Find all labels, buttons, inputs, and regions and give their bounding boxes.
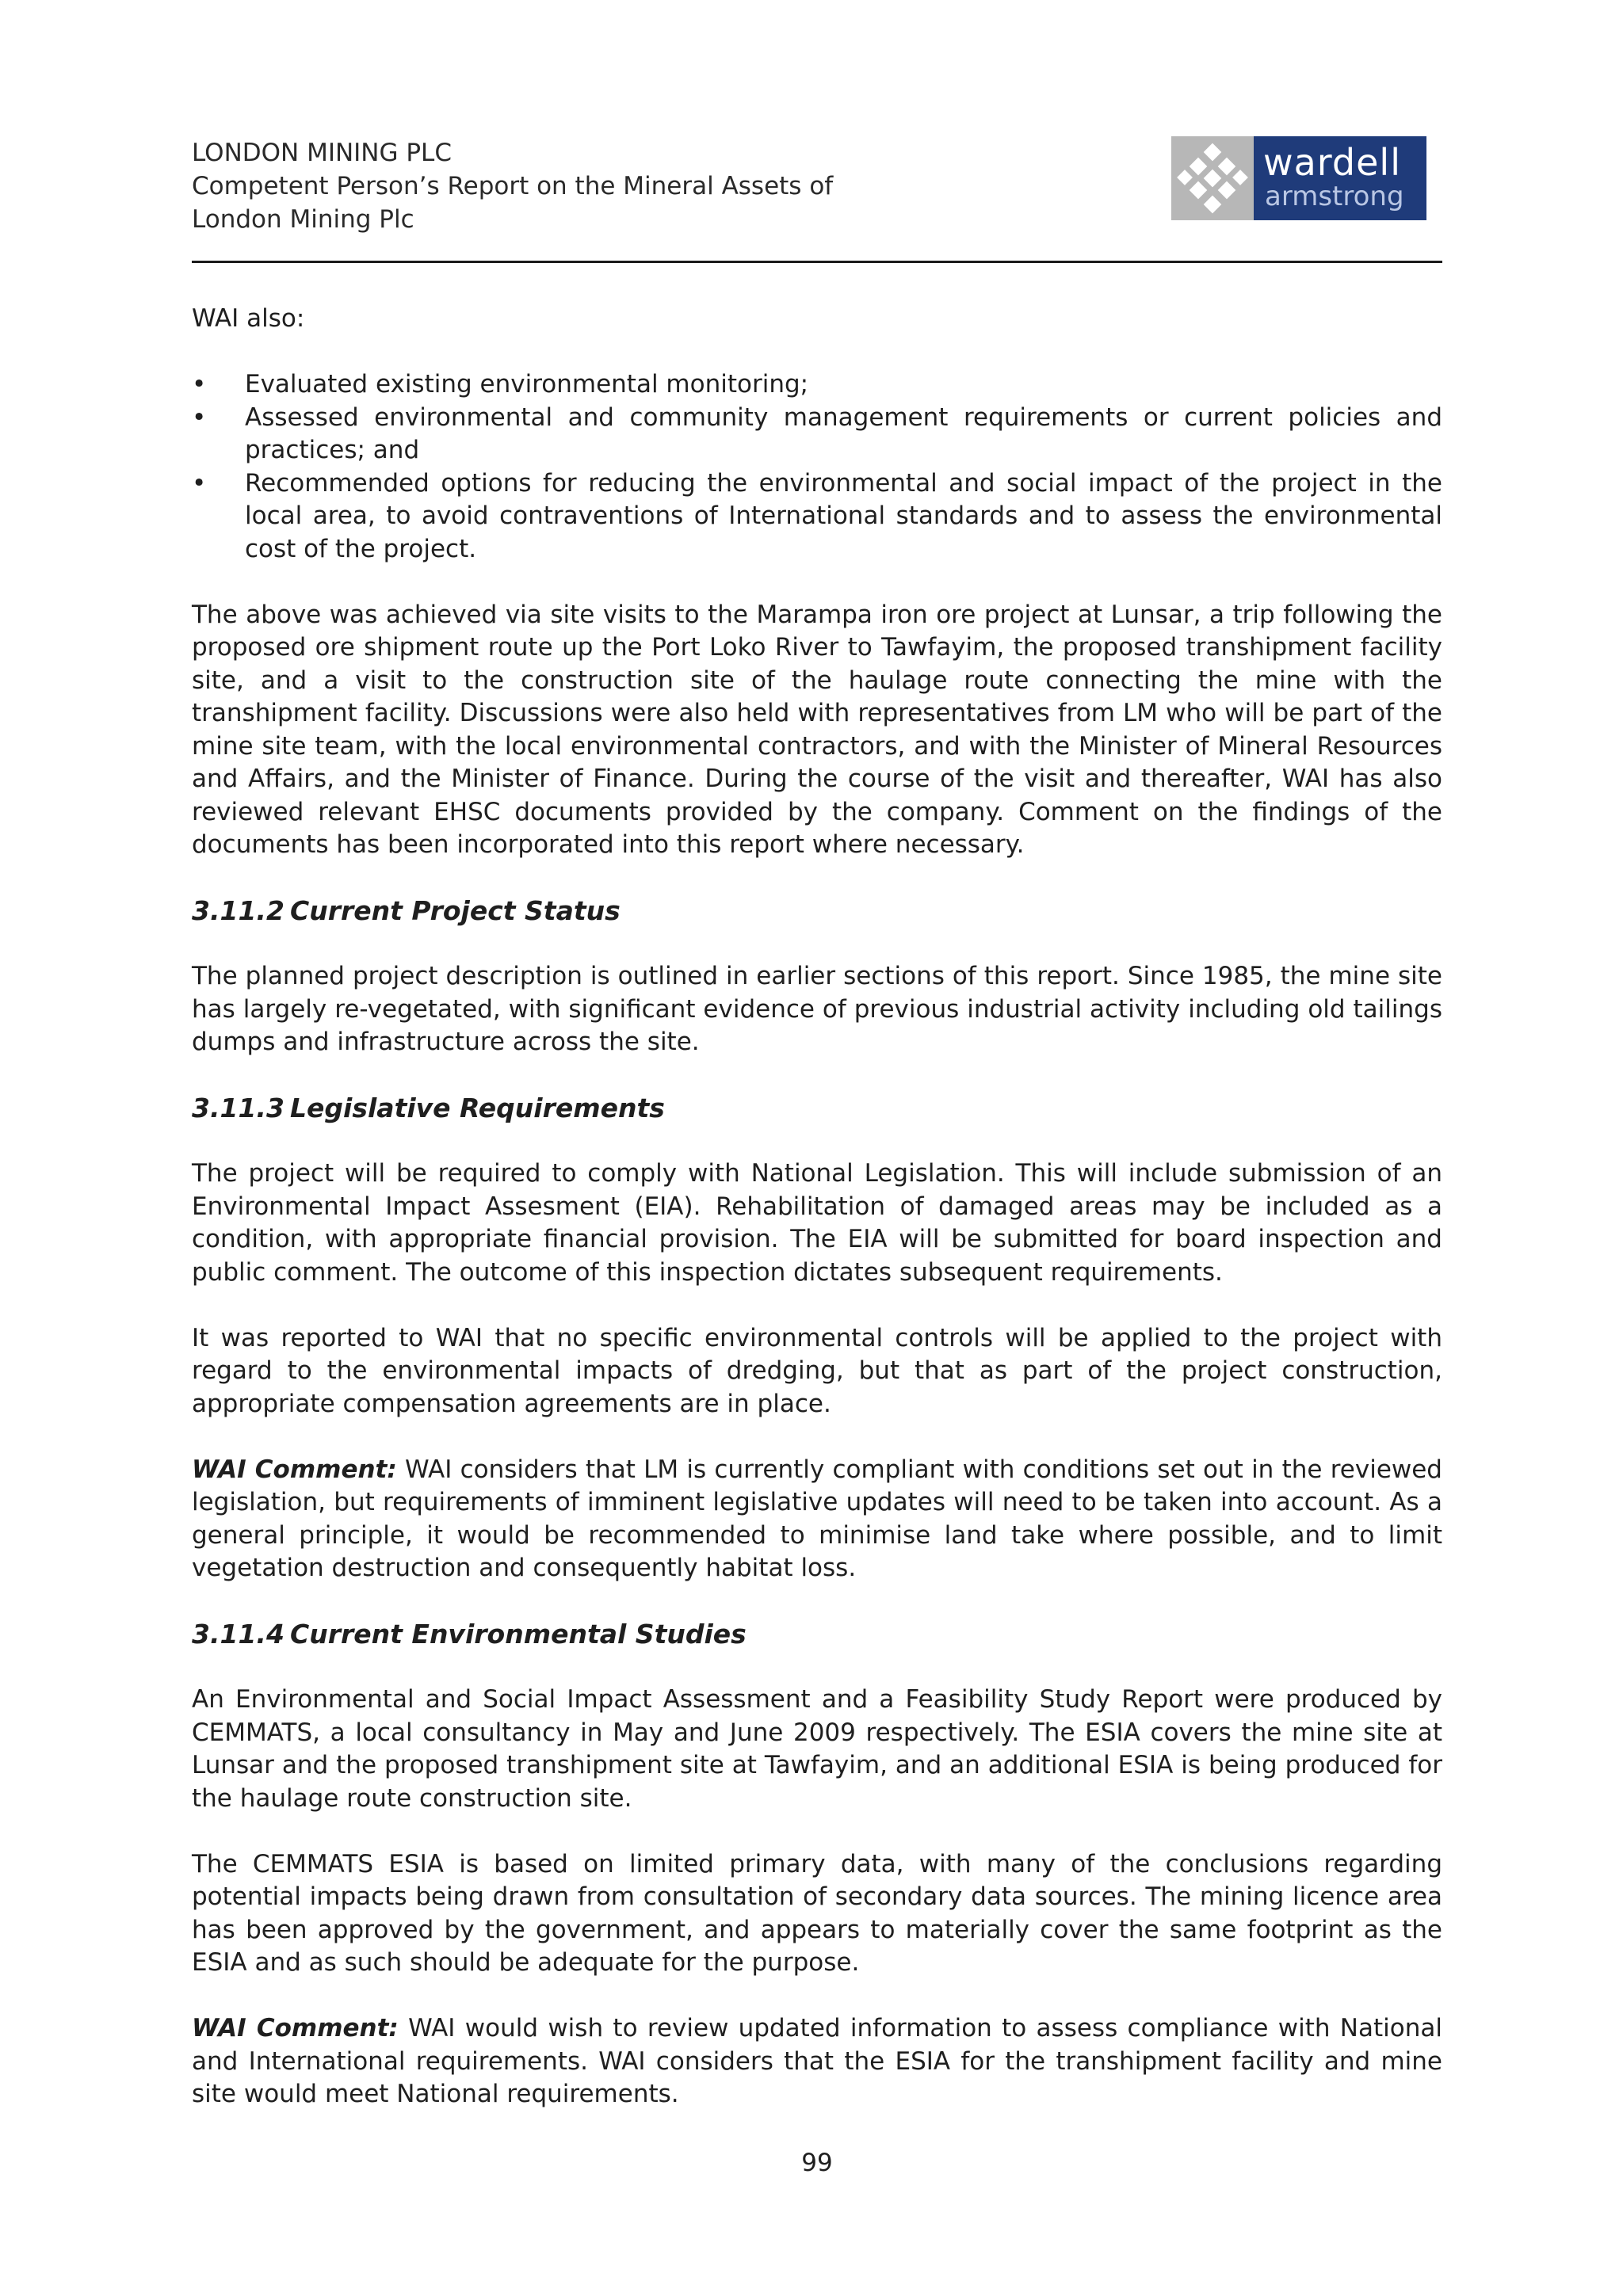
section-heading-3-11-3	[192, 1092, 1442, 1125]
logo-word-wardell: wardell	[1263, 141, 1401, 184]
logo-wordmark	[1254, 136, 1426, 220]
project-status-paragraph: The planned project description is outlined in earlier sections of this report. Since 1985, the mine site has largely re-vegetated, with significant evidence of previous industrial activity including old tailings dumps and infrastructure across the site.	[192, 962, 1442, 1056]
section-title: Current Project Status	[290, 895, 621, 926]
bullet-item: • Evaluated existing environmental monitoring;	[192, 368, 1442, 402]
logo-word-armstrong: armstrong	[1265, 181, 1404, 212]
header-text	[192, 136, 833, 236]
wai-comment-legislation	[192, 1454, 1442, 1585]
page-number: 99	[801, 2149, 833, 2177]
document-body	[192, 303, 1442, 2111]
section-number: 3.11.3	[192, 1093, 285, 1123]
section-heading-3-11-2	[192, 894, 1442, 928]
wardell-armstrong-logo	[1171, 136, 1426, 220]
section-number: 3.11.4	[192, 1619, 285, 1650]
wai-comment-text: WAI considers that LM is currently compliant with conditions set out in the reviewed legislation, but requirements of imminent legislative updates will need to be taken into account. As a general principle, it would be recommended to minimise land take where possible, and to limit vegetation destruction and consequently habitat loss.	[192, 1455, 1442, 1582]
legislation-paragraph: The project will be required to comply with National Legislation. This will include submission of an Environmental Impact Assesment (EIA). Rehabilitation of damaged areas may be included as a condition, with appropriate financial provision. The EIA will be submitted for board inspection and public comment. The outcome of this inspection dictates subsequent requirements.	[192, 1159, 1442, 1287]
wai-comment-text: WAI would wish to review updated information to assess compliance with National and International requirements. WAI considers that the ESIA for the transhipment facility and mine site would meet National requirements.	[192, 2014, 1442, 2108]
header-divider	[192, 261, 1442, 263]
section-heading-3-11-4	[192, 1618, 1442, 1651]
section-title: Legislative Requirements	[290, 1093, 665, 1123]
logo-emblem-icon	[1171, 136, 1254, 220]
section-number: 3.11.2	[192, 895, 285, 926]
wai-comment-label: WAI Comment:	[192, 2014, 399, 2042]
bullet-item: • Recommended options for reducing the environmental and social impact of the project in the local area, to avoid contraventions of International standards and to assess the environmental cost of the project.	[192, 467, 1442, 566]
bullet-item: • Assessed environmental and community management requirements or current policies and practices; and	[192, 402, 1442, 467]
intro-line: WAI also:	[192, 304, 305, 333]
header-report-title: Competent Person’s Report on the Mineral Assets of	[192, 172, 834, 200]
section-title: Current Environmental Studies	[290, 1619, 747, 1650]
header-company: LONDON MINING PLC	[192, 139, 452, 167]
site-visits-paragraph: The above was achieved via site visits to the Marampa iron ore project at Lunsar, a trip following the proposed ore shipment route up the Port Loko River to Tawfayim, the proposed transhipment facility site, and a visit to the construction site of the haulage route connecting the mine with the transhipment facility. Discussions were also held with representatives from LM who will be part of the mine site team, with the local environmental contractors, and with the Minister of Mineral Resources and Affairs, and the Minister of Finance. During the course of the visit and thereafter, WAI has also reviewed relevant EHSC documents provided by the company. Comment on the findings of the documents has been incorporated into this report where necessary.	[192, 600, 1442, 859]
cemmats-paragraph: The CEMMATS ESIA is based on limited primary data, with many of the conclusions regarding potential impacts being drawn from consultation of secondary data sources. The mining licence area has been approved by the government, and appears to materially cover the same footprint as the ESIA and as such should be adequate for the purpose.	[192, 1849, 1442, 1977]
wai-comment-label: WAI Comment:	[192, 1455, 397, 1484]
header-subject: London Mining Plc	[192, 205, 414, 234]
wai-comment-studies	[192, 2012, 1442, 2111]
page-header	[192, 136, 1442, 263]
wai-activities-list	[192, 368, 1442, 566]
esia-paragraph: An Environmental and Social Impact Assessment and a Feasibility Study Report were produced by CEMMATS, a local consultancy in May and June 2009 respectively. The ESIA covers the mine site at Lunsar and the proposed transhipment site at Tawfayim, and an additional ESIA is being produced for the haulage route construction site.	[192, 1685, 1442, 1813]
dredging-paragraph: It was reported to WAI that no specific environmental controls will be applied to the project with regard to the environmental impacts of dredging, but that as part of the project construction, appropriate compensation agreements are in place.	[192, 1323, 1442, 1418]
